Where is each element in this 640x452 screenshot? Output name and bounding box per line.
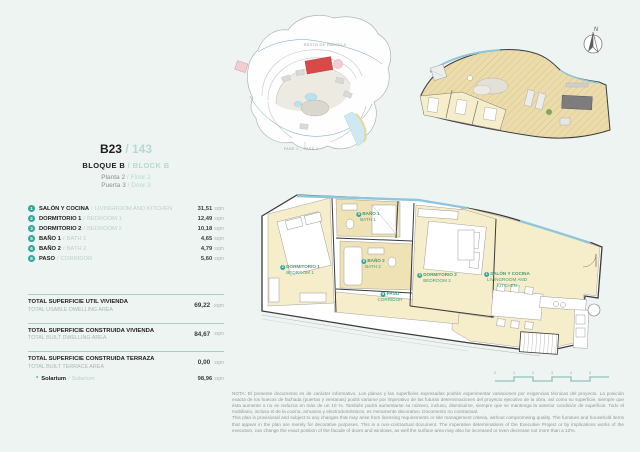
scale-tick: 2 (532, 371, 534, 375)
room-number-badge: 5 (28, 235, 35, 242)
scale-tick: 0 (494, 371, 496, 375)
plan-label-corridor: 8 PASO CORRIDOR (377, 291, 403, 303)
compass-north-label: N (593, 27, 599, 33)
total-usable-area: TOTAL SUPERFICIE UTIL VIVIENDA TOTAL USABLE DWELLING AREA 69,22 sqm (28, 294, 224, 313)
room-number-badge: 2 (28, 215, 35, 222)
room-number-badge: 1 (28, 205, 35, 212)
sink-bath1 (342, 204, 357, 210)
room-area-value: 10,18 (197, 225, 213, 232)
room-row: 5 BAÑO 1 / BATH 1 4,65 sqm (28, 235, 224, 242)
room-area-value: 4,79 (200, 245, 213, 252)
solarium-plan (420, 49, 610, 138)
dining-table (491, 290, 543, 320)
room-row: 2 DORMITORIO 1 / BEDROOM 1 12,49 sqm (28, 215, 224, 222)
sofa-salon (458, 230, 474, 260)
scale-tick: 5 (589, 371, 591, 375)
floor-line: Planta 2 / Floor 2 (101, 174, 151, 181)
totals-section (28, 294, 224, 382)
wardrobe-bedroom1 (269, 278, 279, 302)
scale-tick: 1 (513, 371, 515, 375)
room-number-badge: 8 (28, 255, 35, 262)
parcel-label: RESTO DE PARCELA (303, 43, 347, 47)
asterisk: * (36, 375, 39, 382)
room-row: 1 SALÓN Y COCINA / LIVINGROOM AND KITCHEN 31,51 sqm (28, 205, 224, 212)
compass-rose (584, 27, 602, 53)
plan-label-salon: 1 SALÓN Y COCINA LIVINGROOM AND KITCHEN (485, 271, 530, 288)
room-area-value: 5,60 (200, 255, 213, 262)
stairs-core (519, 332, 558, 355)
solarium-value: 98,96 (197, 375, 213, 382)
room-schedule (28, 205, 224, 262)
room-row: 8 PASO / CORRIDOR 5,60 sqm (28, 255, 224, 262)
door-line: Puerta 3 / Door 3 (101, 182, 151, 189)
room-area-value: 4,65 (200, 235, 213, 242)
room-number-icon: 2 (281, 265, 284, 270)
pool-shape (305, 94, 317, 101)
bathtub-bath2 (344, 247, 362, 285)
total-value: 84,67 (194, 330, 211, 338)
scale-tick: 3 (551, 371, 553, 375)
scale-bar (494, 371, 609, 381)
room-number-icon: 3 (418, 273, 421, 278)
total-value: 0,00 (197, 359, 211, 367)
total-value: 69,22 (194, 302, 211, 310)
plan-label-bedroom2: 3 DORMITORIO 2 BEDROOM 2 (418, 272, 457, 284)
unit-title: B23 / 143 (99, 142, 153, 156)
room-area-value: 31,51 (197, 205, 213, 212)
unit-code: B23 (99, 142, 122, 156)
planter (546, 109, 552, 115)
outdoor-sofa (562, 95, 593, 110)
unit-alt-code: 143 (132, 142, 153, 156)
plan-label-bedroom1: 2 DORMITORIO 1 BEDROOM 1 (281, 264, 320, 276)
sink-bath2 (368, 248, 384, 254)
room-number-badge: 3 (28, 225, 35, 232)
column (588, 304, 600, 316)
unit-info-panel (28, 142, 224, 382)
total-built-dwelling-area: TOTAL SUPERFICIE CONSTRUIDA VIVIENDA TOTAL BUILT DWELLING AREA 84,67 sqm (28, 323, 224, 342)
room-number-badge: 6 (28, 245, 35, 252)
toilet-bath1 (346, 219, 354, 229)
total-built-terrace-area: TOTAL SUPERFICIE CONSTRUIDA TERRAZA TOTAL BUILT TERRACE AREA 0,00 sqm (28, 351, 224, 370)
phase-label: FASE 1 _ FASE 2 (283, 147, 319, 151)
room-number-icon: 6 (362, 259, 365, 264)
room-number-icon: 1 (485, 272, 488, 277)
room-row: 3 DORMITORIO 2 / BEDROOM 2 10,18 sqm (28, 225, 224, 232)
scale-tick: 4 (570, 371, 572, 375)
solarium-row: * Solarium / Solarium 98,96 sqm (36, 375, 224, 382)
room-number-icon: 8 (382, 292, 385, 297)
site-map (235, 15, 391, 150)
disclaimer-en: This plan is provisional and subject to any changes that may arise from licensing requirements or site management criteria, without compromising quality. The furniture and household items that appear in the plan are merely for decorative purposes. This is a non-contractual document. The imperative determinations of the Executive Project or by implications works of the execution, can change the exact position of the facade of doors and windows, as well the surface area may also be increased or even decrease not more than a 12%. (232, 415, 624, 433)
room-row: 6 BAÑO 2 / BATH 2 4,79 sqm (28, 245, 224, 252)
plan-label-bath2: 6 BAÑO 2 BATH 2 (362, 258, 385, 270)
plan-label-bath1: 5 BAÑO 1 BATH 1 (357, 211, 380, 223)
legal-disclaimer (232, 391, 624, 434)
unit-header (28, 142, 224, 189)
disclaimer-es: NOTA: El presente documento es de carácter informativo. Los planos y las superficies expresadas podrán experimentar variaciones por exigencias técnicas del proyecto. La posición exacta de los huecos de fachada (puertas y ventanas) podrá variarse por imperativo de las futuras determinaciones del proyecto ejecutivo de la obra, así como su superficie, siempre que ésta aumente o no se reduzca en más de un 10 %. También podrá aumentarse su número, incluso, disminuirse, siempre que se mantenga la anterior condición de superficie. Todo el mobiliario, incluso el de la cocina, armarios y electrodomésticos, es meramente decorativo. Documento no contractual. (232, 391, 624, 415)
room-number-icon: 5 (357, 212, 360, 217)
toilet-bath2 (388, 257, 396, 267)
block-line: BLOQUE B / BLOCK B (82, 161, 170, 170)
room-area-value: 12,49 (197, 215, 213, 222)
